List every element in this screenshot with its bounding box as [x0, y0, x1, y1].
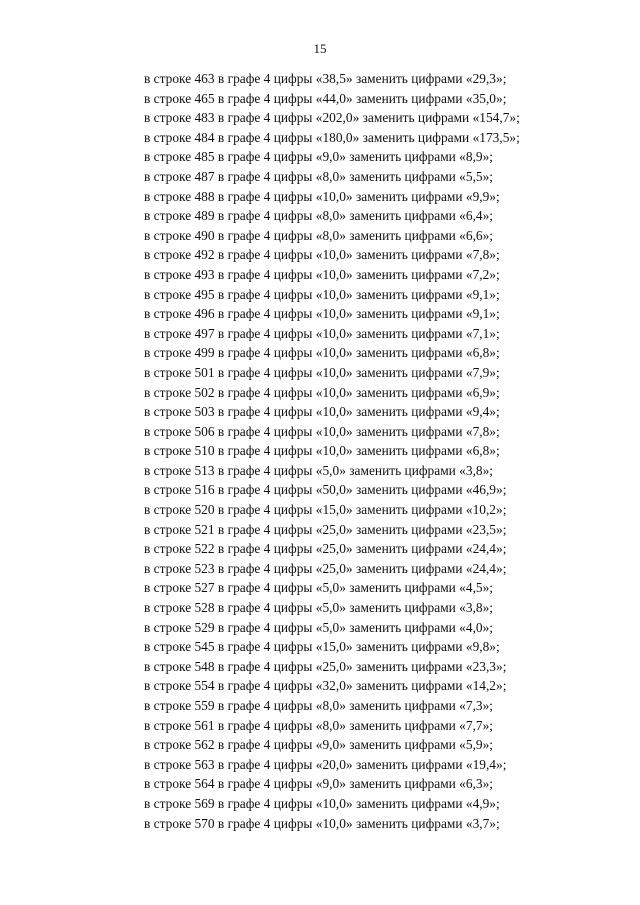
amendment-line: в строке 502 в графе 4 цифры «10,0» заменить цифрами «6,9»; — [144, 384, 500, 400]
amendment-line: в строке 545 в графе 4 цифры «15,0» заменить цифрами «9,8»; — [144, 639, 500, 655]
amendment-line: в строке 554 в графе 4 цифры «32,0» заменить цифрами «14,2»; — [144, 678, 507, 694]
amendment-line: в строке 465 в графе 4 цифры «44,0» заменить цифрами «35,0»; — [144, 90, 507, 106]
amendment-line: в строке 490 в графе 4 цифры «8,0» заменить цифрами «6,6»; — [144, 227, 494, 243]
amendment-line: в строке 564 в графе 4 цифры «9,0» заменить цифрами «6,3»; — [144, 776, 494, 792]
amendment-line: в строке 496 в графе 4 цифры «10,0» заменить цифрами «9,1»; — [144, 306, 500, 322]
amendment-line: в строке 497 в графе 4 цифры «10,0» заменить цифрами «7,1»; — [144, 325, 500, 341]
amendment-line: в строке 501 в графе 4 цифры «10,0» заменить цифрами «7,9»; — [144, 364, 500, 380]
amendment-line: в строке 499 в графе 4 цифры «10,0» заменить цифрами «6,8»; — [144, 345, 500, 361]
amendment-line: в строке 529 в графе 4 цифры «5,0» заменить цифрами «4,0»; — [144, 619, 494, 635]
amendment-line: в строке 548 в графе 4 цифры «25,0» заменить цифрами «23,3»; — [144, 658, 507, 674]
amendment-line: в строке 516 в графе 4 цифры «50,0» заменить цифрами «46,9»; — [144, 482, 507, 498]
amendment-line: в строке 523 в графе 4 цифры «25,0» заменить цифрами «24,4»; — [144, 560, 507, 576]
amendment-line: в строке 562 в графе 4 цифры «9,0» заменить цифрами «5,9»; — [144, 737, 494, 753]
amendment-line: в строке 559 в графе 4 цифры «8,0» заменить цифрами «7,3»; — [144, 698, 494, 713]
amendment-line: в строке 484 в графе 4 цифры «180,0» заменить цифрами «173,5»; — [144, 129, 520, 145]
amendment-line: в строке 493 в графе 4 цифры «10,0» заменить цифрами «7,2»; — [144, 266, 500, 282]
amendment-line: в строке 510 в графе 4 цифры «10,0» заменить цифрами «6,8»; — [144, 443, 500, 459]
amendment-line: в строке 528 в графе 4 цифры «5,0» заменить цифрами «3,8»; — [144, 600, 494, 616]
amendment-line: в строке 513 в графе 4 цифры «5,0» заменить цифрами «3,8»; — [144, 462, 494, 478]
amendment-line: в строке 483 в графе 4 цифры «202,0» заменить цифрами «154,7»; — [144, 110, 520, 126]
amendment-line: в строке 487 в графе 4 цифры «8,0» заменить цифрами «5,5»; — [144, 168, 494, 184]
page-number: 15 — [313, 41, 327, 56]
amendment-line: в строке 527 в графе 4 цифры «5,0» заменить цифрами «4,5»; — [144, 580, 494, 596]
amendment-line: в строке 492 в графе 4 цифры «10,0» заменить цифрами «7,8»; — [144, 247, 500, 263]
amendment-line: в строке 563 в графе 4 цифры «20,0» заменить цифрами «19,4»; — [144, 756, 507, 772]
amendment-line: в строке 489 в графе 4 цифры «8,0» заменить цифрами «6,4»; — [144, 208, 494, 224]
amendment-line: в строке 520 в графе 4 цифры «15,0» заменить цифрами «10,2»; — [144, 502, 507, 518]
amendment-line: в строке 522 в графе 4 цифры «25,0» заменить цифрами «24,4»; — [144, 541, 507, 557]
amendment-line: в строке 521 в графе 4 цифры «25,0» заменить цифрами «23,5»; — [144, 521, 507, 537]
amendment-line: в строке 463 в графе 4 цифры «38,5» заменить цифрами «29,3»; — [144, 71, 507, 86]
amendment-line: в строке 495 в графе 4 цифры «10,0» заменить цифрами «9,1»; — [144, 286, 500, 302]
amendment-line: в строке 503 в графе 4 цифры «10,0» заменить цифрами «9,4»; — [144, 404, 500, 420]
amendment-list — [144, 69, 564, 833]
amendment-line: в строке 570 в графе 4 цифры «10,0» заменить цифрами «3,7»; — [144, 815, 500, 831]
amendment-line: в строке 506 в графе 4 цифры «10,0» заменить цифрами «7,8»; — [144, 423, 500, 439]
amendment-line: в строке 569 в графе 4 цифры «10,0» заменить цифрами «4,9»; — [144, 795, 500, 811]
amendment-line: в строке 485 в графе 4 цифры «9,0» заменить цифрами «8,9»; — [144, 149, 494, 165]
amendment-line: в строке 488 в графе 4 цифры «10,0» заменить цифрами «9,9»; — [144, 188, 500, 204]
amendment-line: в строке 561 в графе 4 цифры «8,0» заменить цифрами «7,7»; — [144, 717, 494, 733]
